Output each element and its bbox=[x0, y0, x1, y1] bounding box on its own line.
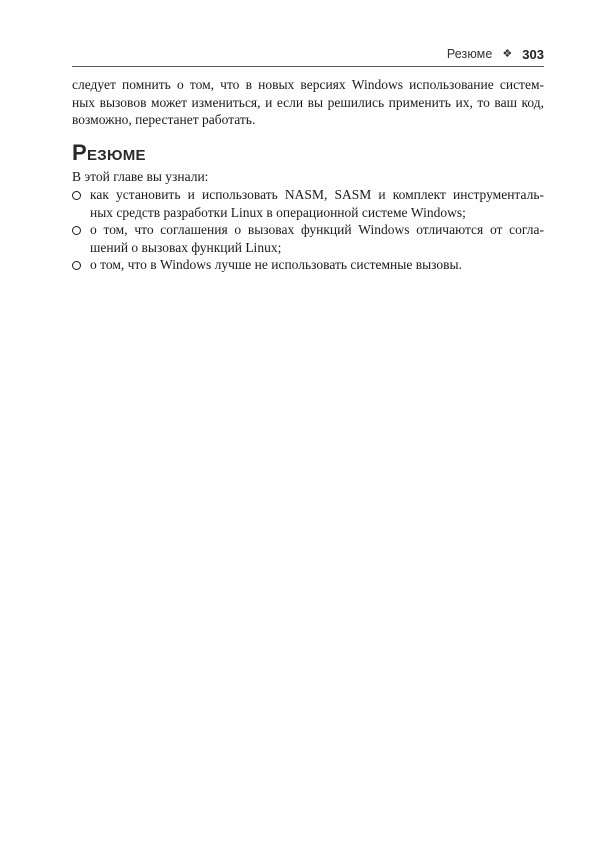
page-number: 303 bbox=[522, 46, 544, 62]
hollow-circle-bullet-icon bbox=[72, 261, 81, 270]
hollow-circle-bullet-icon bbox=[72, 226, 81, 235]
header-divider bbox=[72, 66, 544, 67]
list-item-line: о том, что соглашения о вызовах функций Windows отличаются от согла- bbox=[90, 222, 544, 237]
body-paragraph bbox=[72, 76, 544, 129]
paragraph-line: ных вызовов может измениться, и если вы решились применить их, то ваш код, bbox=[72, 94, 544, 110]
list-item bbox=[72, 256, 544, 274]
paragraph-line: возможно, перестанет работать. bbox=[72, 112, 256, 127]
running-header-section-name: Резюме bbox=[446, 47, 493, 61]
list-item bbox=[72, 186, 544, 221]
list-item-line: шений о вызовах функций Linux; bbox=[90, 239, 282, 255]
ornament-icon: ❖ bbox=[502, 47, 513, 60]
list-item bbox=[72, 221, 544, 256]
summary-list bbox=[72, 186, 544, 274]
section-heading: Резюме bbox=[72, 140, 146, 165]
list-item-line: о том, что в Windows лучше не использовать системные вызовы. bbox=[90, 257, 462, 272]
paragraph-line: следует помнить о том, что в новых версиях Windows использование систем- bbox=[72, 77, 544, 92]
list-item-line: как установить и использовать NASM, SASM и комплект инструменталь- bbox=[90, 187, 544, 202]
list-item-line: ных средств разработки Linux в операционной системе Windows; bbox=[90, 204, 466, 220]
hollow-circle-bullet-icon bbox=[72, 191, 81, 200]
section-intro: В этой главе вы узнали: bbox=[72, 169, 209, 184]
running-header bbox=[72, 44, 544, 64]
